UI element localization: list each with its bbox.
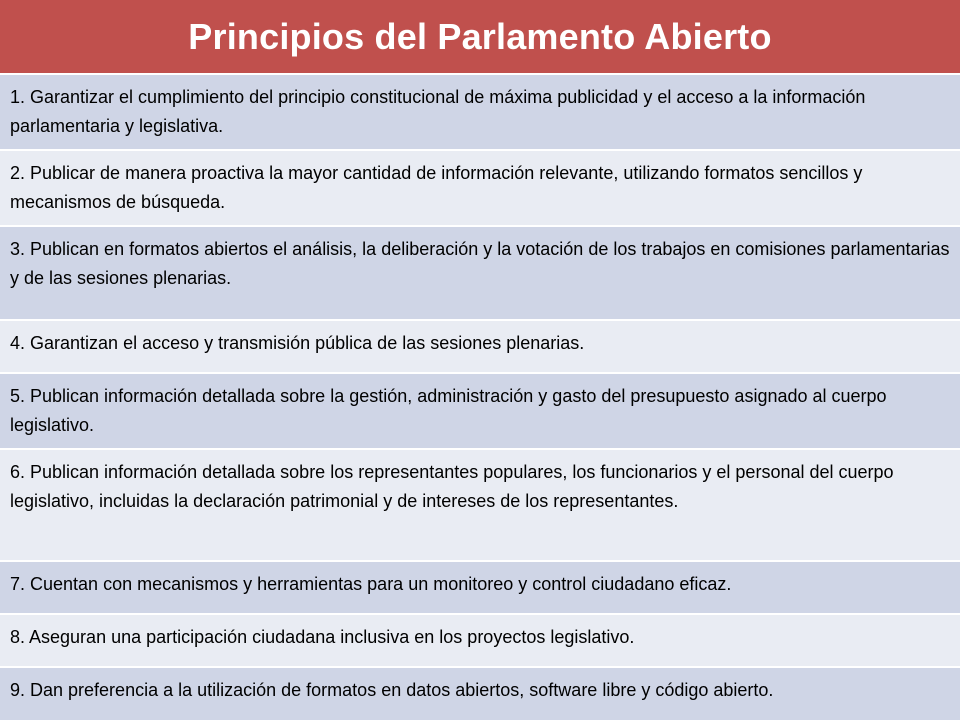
principle-row-7: 7. Cuentan con mecanismos y herramientas para un monitoreo y control ciudadano eficaz. (0, 562, 960, 615)
principle-row-3: 3. Publican en formatos abiertos el análisis, la deliberación y la votación de los trabajos en comisiones parlamentarias y de las sesiones plenarias. (0, 227, 960, 321)
slide-title: Principios del Parlamento Abierto (188, 15, 772, 57)
title-bar (0, 0, 960, 75)
principle-row-6: 6. Publican información detallada sobre los representantes populares, los funcionarios y el personal del cuerpo legislativo, incluidas la declaración patrimonial y de intereses de los representantes. (0, 450, 960, 562)
principle-row-4: 4. Garantizan el acceso y transmisión pública de las sesiones plenarias. (0, 321, 960, 374)
principle-row-2: 2. Publicar de manera proactiva la mayor cantidad de información relevante, utilizando formatos sencillos y mecanismos de búsqueda. (0, 151, 960, 227)
principle-row-5: 5. Publican información detallada sobre la gestión, administración y gasto del presupuesto asignado al cuerpo legislativo. (0, 374, 960, 450)
principles-table (0, 75, 960, 720)
principle-row-9: 9. Dan preferencia a la utilización de formatos en datos abiertos, software libre y código abierto. (0, 668, 960, 720)
principle-row-8: 8. Aseguran una participación ciudadana inclusiva en los proyectos legislativo. (0, 615, 960, 668)
principle-row-1: 1. Garantizar el cumplimiento del principio constitucional de máxima publicidad y el acceso a la información parlamentaria y legislativa. (0, 75, 960, 151)
